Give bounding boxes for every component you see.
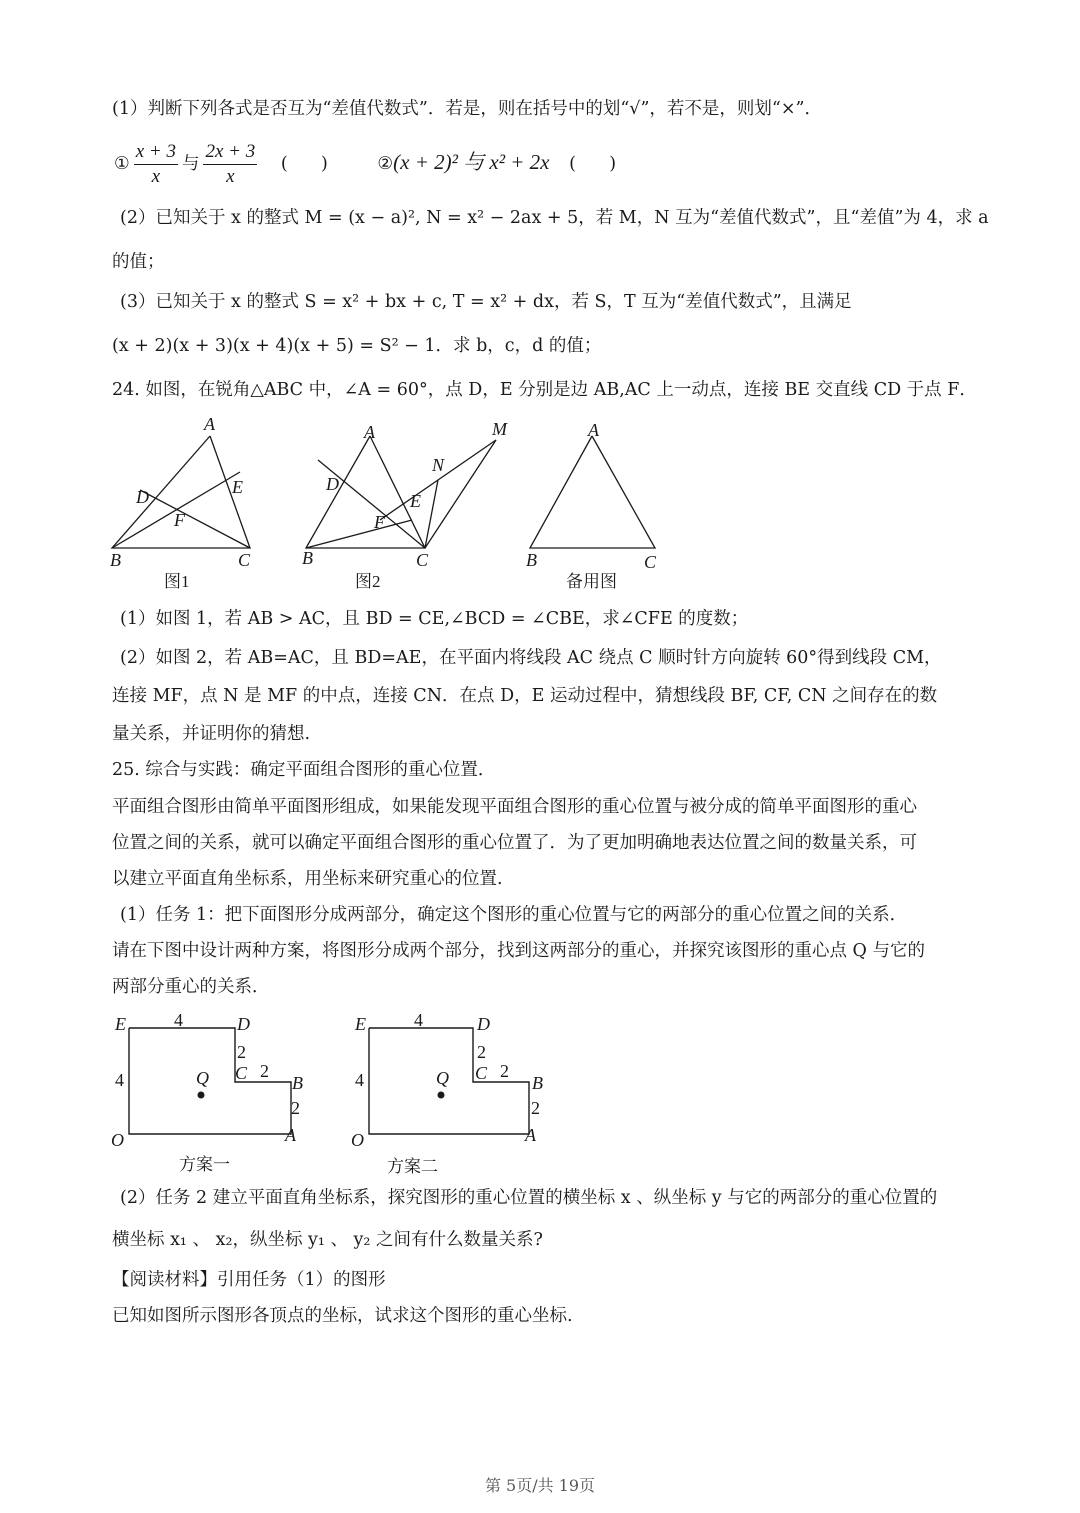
- plan2-len-top: 4: [414, 1010, 423, 1030]
- fig1-label-d: D: [136, 487, 149, 507]
- plan2-label-e: E: [355, 1014, 366, 1034]
- q23-part1: (1）判断下列各式是否互为“差值代数式”．若是，则在括号中的划“√”，若不是，则划“×”．: [112, 99, 822, 119]
- q25-task1-line1: (1）任务 1：把下面图形分成两部分，确定这个图形的重心位置与它的两部分的重心位置之间的关系．: [120, 905, 908, 925]
- spare-label-c: C: [644, 552, 657, 572]
- fig2-label-m: M: [492, 419, 507, 439]
- fig1-triangle: [112, 436, 250, 548]
- q25-intro-line2: 位置之间的关系，就可以确定平面组合图形的重心位置了．为了更加明确地表达位置之间的数量关系，可: [112, 833, 917, 853]
- q24-part2-line1: (2）如图 2，若 AB=AC，且 BD=AE，在平面内将线段 AC 绕点 C 顺时针方向旋转 60°得到线段 CM，: [120, 648, 942, 668]
- plan1-label-q: Q: [196, 1068, 209, 1088]
- fig1-label-a: A: [204, 414, 215, 434]
- fig2-label-d: D: [326, 474, 339, 494]
- q24-part2-line3: 量关系，并证明你的猜想.: [112, 724, 311, 744]
- plan2-label-a: A: [525, 1125, 536, 1145]
- plan1-label-a: A: [285, 1125, 296, 1145]
- plan1-shape: [129, 1028, 291, 1134]
- spare-label-a: A: [588, 420, 599, 440]
- plan2-shape: [369, 1028, 529, 1134]
- q23-fraction-1: $\frac{x + 3}{x}$: [135, 141, 176, 187]
- q23-item1-answer-blank: ( ): [280, 154, 328, 174]
- plan2-label-q: Q: [436, 1068, 449, 1088]
- plan2-point-q: [438, 1092, 445, 1099]
- plan2-label-d: D: [477, 1014, 490, 1034]
- q23-item2-marker: ②: [377, 154, 394, 174]
- q23-items-row: [114, 134, 616, 190]
- fig1-label-e: E: [232, 477, 243, 497]
- spare-triangle: [530, 436, 655, 548]
- fig2-label-c: C: [416, 550, 429, 570]
- fig2-caption: 图2: [355, 572, 381, 591]
- q24-figures: [100, 410, 700, 595]
- q24-part1: (1）如图 1，若 AB > AC，且 BD = CE,∠BCD = ∠CBE，求∠CFE 的度数；: [120, 609, 749, 629]
- plan1-label-e: E: [115, 1014, 126, 1034]
- q25-shape-figures: [105, 1008, 585, 1178]
- spare-label-b: B: [526, 550, 537, 570]
- plan2-len-ba: 2: [531, 1098, 540, 1118]
- plan2-len-left: 4: [355, 1070, 364, 1090]
- fig2-label-a: A: [364, 422, 375, 442]
- plan1-len-left: 4: [115, 1070, 124, 1090]
- plan1-len-cb: 2: [260, 1061, 269, 1081]
- fig2-label-n: N: [432, 455, 445, 475]
- q25-intro-line1: 平面组合图形由简单平面图形组成，如果能发现平面组合图形的重心位置与被分成的简单平面图形的重心: [112, 797, 917, 817]
- fig2-label-b: B: [302, 548, 313, 568]
- q23-part3-line1: (3）已知关于 x 的整式 S = x² + bx + c, T = x² + dx，若 S，T 互为“差值代数式”，且满足: [120, 292, 852, 312]
- q25-intro-line3: 以建立平面直角坐标系，用坐标来研究重心的位置.: [112, 869, 503, 889]
- plan1-label-b: B: [292, 1073, 303, 1093]
- fig2-label-f: F: [374, 512, 385, 532]
- plan1-label-o: O: [111, 1130, 124, 1150]
- plan2-label-b: B: [532, 1073, 543, 1093]
- q25-task1-line3: 两部分重心的关系．: [112, 977, 270, 997]
- spare-caption: 备用图: [566, 572, 617, 591]
- q25-reading-text: 已知如图所示图形各顶点的坐标，试求这个图形的重心坐标.: [112, 1306, 573, 1326]
- q24-part2-line2: 连接 MF，点 N 是 MF 的中点，连接 CN．在点 D，E 运动过程中，猜想线段 BF, CF, CN 之间存在的数: [112, 686, 938, 706]
- plan1-label-c: C: [235, 1063, 248, 1083]
- page-footer: 第 5页/共 19页: [484, 1476, 596, 1495]
- plan2-caption: 方案二: [387, 1157, 438, 1176]
- plan1-len-ba: 2: [291, 1098, 300, 1118]
- q25-reading-title: 【阅读材料】引用任务（1）的图形: [112, 1270, 386, 1290]
- plan2-len-dc: 2: [477, 1042, 486, 1062]
- q25-task2-line2: 横坐标 x₁ 、 x₂，纵坐标 y₁ 、 y₂ 之间有什么数量关系?: [112, 1230, 543, 1250]
- q23-item2-expression: (x + 2)² 与 x² + 2x: [393, 150, 550, 174]
- plan1-label-d: D: [237, 1014, 250, 1034]
- plan1-len-top: 4: [174, 1010, 183, 1030]
- q23-item1-connector: 与: [181, 154, 200, 174]
- q24-stem: 24. 如图，在锐角△ABC 中，∠A = 60°，点 D，E 分别是边 AB,AC 上一动点，连接 BE 交直线 CD 于点 F．: [112, 380, 977, 400]
- fig2-label-e: E: [410, 491, 421, 511]
- q23-part2-line1: (2）已知关于 x 的整式 M = (x − a)², N = x² − 2ax + 5，若 M，N 互为“差值代数式”，且“差值”为 4，求 a: [120, 208, 989, 228]
- q23-item2-answer-blank: ( ): [569, 154, 617, 174]
- plan2-label-o: O: [351, 1130, 364, 1150]
- plan1-caption: 方案一: [179, 1155, 230, 1174]
- plan1-len-dc: 2: [237, 1042, 246, 1062]
- fig1-caption: 图1: [164, 572, 190, 591]
- plan2-label-c: C: [475, 1063, 488, 1083]
- q25-task2-line1: (2）任务 2 建立平面直角坐标系，探究图形的重心位置的横坐标 x 、纵坐标 y 与它的两部分的重心位置的: [120, 1188, 938, 1208]
- q25-stem: 25. 综合与实践：确定平面组合图形的重心位置．: [112, 760, 496, 780]
- plan1-point-q: [198, 1092, 205, 1099]
- q23-fraction-2: $\frac{2x + 3}{x}$: [205, 141, 256, 187]
- q23-part2-line2: 的值；: [112, 252, 165, 272]
- q23-item1-marker: ①: [114, 154, 130, 174]
- fig2-triangle: [306, 436, 425, 548]
- fig1-label-c: C: [238, 550, 251, 570]
- fig1-label-f: F: [174, 510, 185, 530]
- plan2-len-cb: 2: [500, 1061, 509, 1081]
- q23-part3-line2: (x + 2)(x + 3)(x + 4)(x + 5) = S² − 1．求 b，c，d 的值；: [112, 336, 602, 356]
- q25-task1-line2: 请在下图中设计两种方案，将图形分成两个部分，找到这两部分的重心，并探究该图形的重心点 Q 与它的: [112, 941, 925, 961]
- fig1-label-b: B: [110, 550, 121, 570]
